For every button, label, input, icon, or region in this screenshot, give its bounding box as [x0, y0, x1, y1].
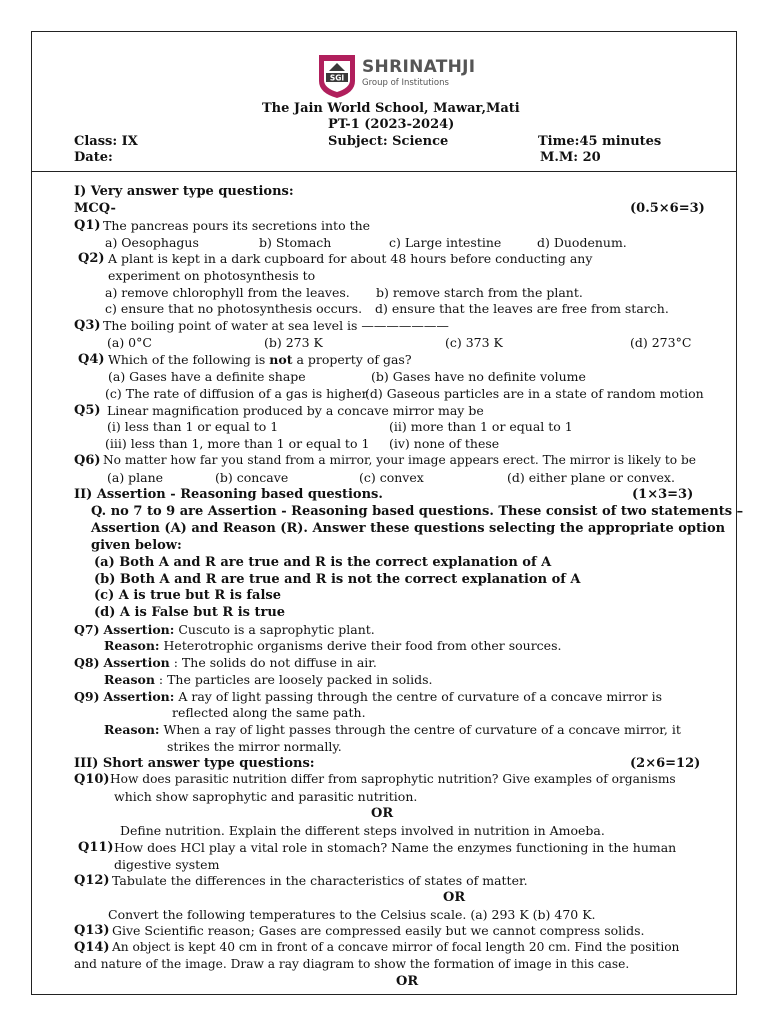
logo-badge-text: SGI: [329, 73, 345, 83]
q1-option-b: b) Stomach: [259, 235, 332, 250]
q9-reason-line2: strikes the mirror normally.: [167, 739, 342, 754]
q1-number: Q1): [74, 218, 101, 233]
q11-text-line2: digestive system: [114, 857, 220, 872]
q3-text: The boiling point of water at sea level is ———————: [103, 318, 449, 333]
q12-alternative: Convert the following temperatures to the Celsius scale. (a) 293 K (b) 470 K.: [108, 907, 596, 922]
logo-brand-subtitle: Group of Institutions: [362, 78, 449, 88]
q6-option-d: (d) either plane or convex.: [507, 470, 675, 485]
q3-option-b: (b) 273 K: [264, 335, 323, 350]
q4-option-c: (c) The rate of diffusion of a gas is higher: [105, 386, 368, 401]
question-paper: [31, 31, 744, 995]
q8-assertion: Q8) Assertion : The solids do not diffuse in air.: [74, 655, 377, 670]
q2-option-a: a) remove chlorophyll from the leaves.: [105, 285, 350, 300]
section-2-title: II) Assertion - Reasoning based questions.: [74, 487, 383, 502]
q2-text-line2: experiment on photosynthesis to: [108, 268, 316, 283]
section-1-title: I) Very answer type questions:: [74, 184, 294, 199]
q13-number: Q13): [74, 923, 110, 938]
section-1-marks: (0.5×6=3): [630, 201, 705, 216]
section-2-intro-line2: Assertion (A) and Reason (R). Answer these questions selecting the appropriate option: [91, 521, 726, 536]
q7-reason: Reason: Heterotrophic organisms derive their food from other sources.: [104, 638, 562, 653]
q8-reason: Reason : The particles are loosely packed in solids.: [104, 672, 433, 687]
exam-title: PT-1 (2023-2024): [328, 117, 455, 132]
q6-option-a: (a) plane: [107, 470, 164, 485]
q11-number: Q11): [78, 840, 114, 855]
q5-option-iii: (iii) less than 1, more than 1 or equal to 1: [105, 436, 370, 451]
q3-option-d: (d) 273°C: [630, 335, 692, 350]
section-2-marks: (1×3=3): [632, 487, 694, 502]
q7-assertion: Q7) Assertion: Cuscuto is a saprophytic plant.: [74, 622, 375, 637]
school-name: The Jain World School, Mawar,Mati: [262, 101, 520, 116]
class-label: Class: IX: [74, 134, 138, 149]
q4-option-a: (a) Gases have a definite shape: [108, 369, 306, 384]
subject-label: Subject: Science: [328, 134, 449, 149]
q2-number: Q2): [78, 251, 105, 266]
q3-option-c: (c) 373 K: [445, 335, 503, 350]
max-marks-label: M.M: 20: [540, 150, 601, 165]
q12-number: Q12): [74, 873, 110, 888]
q14-or: OR: [396, 974, 419, 989]
q2-option-b: b) remove starch from the plant.: [376, 285, 583, 300]
q10-text-line2: which show saprophytic and parasitic nutrition.: [114, 789, 418, 804]
q1-option-c: c) Large intestine: [389, 235, 502, 250]
ar-option-c: (c) A is true but R is false: [94, 588, 281, 603]
q10-alternative: Define nutrition. Explain the different steps involved in nutrition in Amoeba.: [120, 823, 605, 838]
q3-number: Q3): [74, 318, 101, 333]
q4-option-d: (d) Gaseous particles are in a state of random motion: [365, 386, 704, 401]
q6-option-b: (b) concave: [215, 470, 289, 485]
ar-option-b: (b) Both A and R are true and R is not the correct explanation of A: [94, 572, 581, 587]
section-3-marks: (2×6=12): [630, 756, 701, 771]
section-3-title: III) Short answer type questions:: [74, 756, 315, 771]
time-label: Time:45 minutes: [538, 134, 662, 149]
ar-option-a: (a) Both A and R are true and R is the correct explanation of A: [94, 555, 552, 570]
header-divider: [32, 171, 736, 172]
q10-number: Q10): [74, 772, 110, 787]
q5-option-i: (i) less than 1 or equal to 1: [107, 419, 279, 434]
q9-reason: Reason: When a ray of light passes through the centre of curvature of a concave mirror, it: [104, 722, 681, 737]
logo-brand-name: SHRINATHJI: [362, 57, 476, 77]
q2-text: A plant is kept in a dark cupboard for about 48 hours before conducting any: [108, 251, 593, 266]
q14-text: An object is kept 40 cm in front of a concave mirror of focal length 20 cm. Find the position: [112, 940, 680, 954]
q4-text: Which of the following is not a property of gas?: [108, 352, 412, 367]
q5-number: Q5): [74, 403, 101, 418]
q6-text: No matter how far you stand from a mirror, your image appears erect. The mirror is likely to be: [103, 453, 697, 467]
section-2-intro-line3: given below:: [91, 538, 182, 553]
q2-option-c: c) ensure that no photosynthesis occurs.: [105, 301, 363, 316]
q4-option-b: (b) Gases have no definite volume: [371, 369, 586, 384]
q9-assertion-line2: reflected along the same path.: [172, 705, 366, 720]
q14-number: Q14): [74, 940, 110, 955]
q5-option-ii: (ii) more than 1 or equal to 1: [389, 419, 573, 434]
q1-option-d: d) Duodenum.: [537, 235, 627, 250]
q2-option-d: d) ensure that the leaves are free from starch.: [375, 301, 669, 316]
q13-text: Give Scientific reason; Gases are compressed easily but we cannot compress solids.: [112, 923, 645, 938]
section-2-intro-line1: Q. no 7 to 9 are Assertion - Reasoning based questions. These consist of two statements –: [91, 504, 744, 519]
q12-or: OR: [443, 890, 466, 905]
q10-text: How does parasitic nutrition differ from saprophytic nutrition? Give examples of organisms: [110, 772, 676, 786]
q5-option-iv: (iv) none of these: [389, 436, 500, 451]
q10-or: OR: [371, 806, 394, 821]
q3-option-a: (a) 0°C: [107, 335, 152, 350]
q1-option-a: a) Oesophagus: [105, 235, 199, 250]
q6-option-c: (c) convex: [359, 470, 424, 485]
q11-text: How does HCl play a vital role in stomach? Name the enzymes functioning in the human: [114, 840, 677, 855]
q12-text: Tabulate the differences in the characteristics of states of matter.: [112, 873, 528, 888]
school-logo: [317, 53, 476, 99]
q1-text: The pancreas pours its secretions into the: [103, 218, 371, 233]
q4-number: Q4): [78, 352, 105, 367]
q6-number: Q6): [74, 453, 101, 468]
q5-text: Linear magnification produced by a concave mirror may be: [107, 403, 484, 418]
ar-option-d: (d) A is False but R is true: [94, 605, 286, 620]
date-label: Date:: [74, 150, 113, 165]
q9-assertion: Q9) Assertion: A ray of light passing through the centre of curvature of a concave mirror is: [74, 689, 663, 704]
q14-text-line2: and nature of the image. Draw a ray diagram to show the formation of image in this case.: [74, 957, 630, 971]
mcq-label: MCQ-: [74, 201, 116, 216]
